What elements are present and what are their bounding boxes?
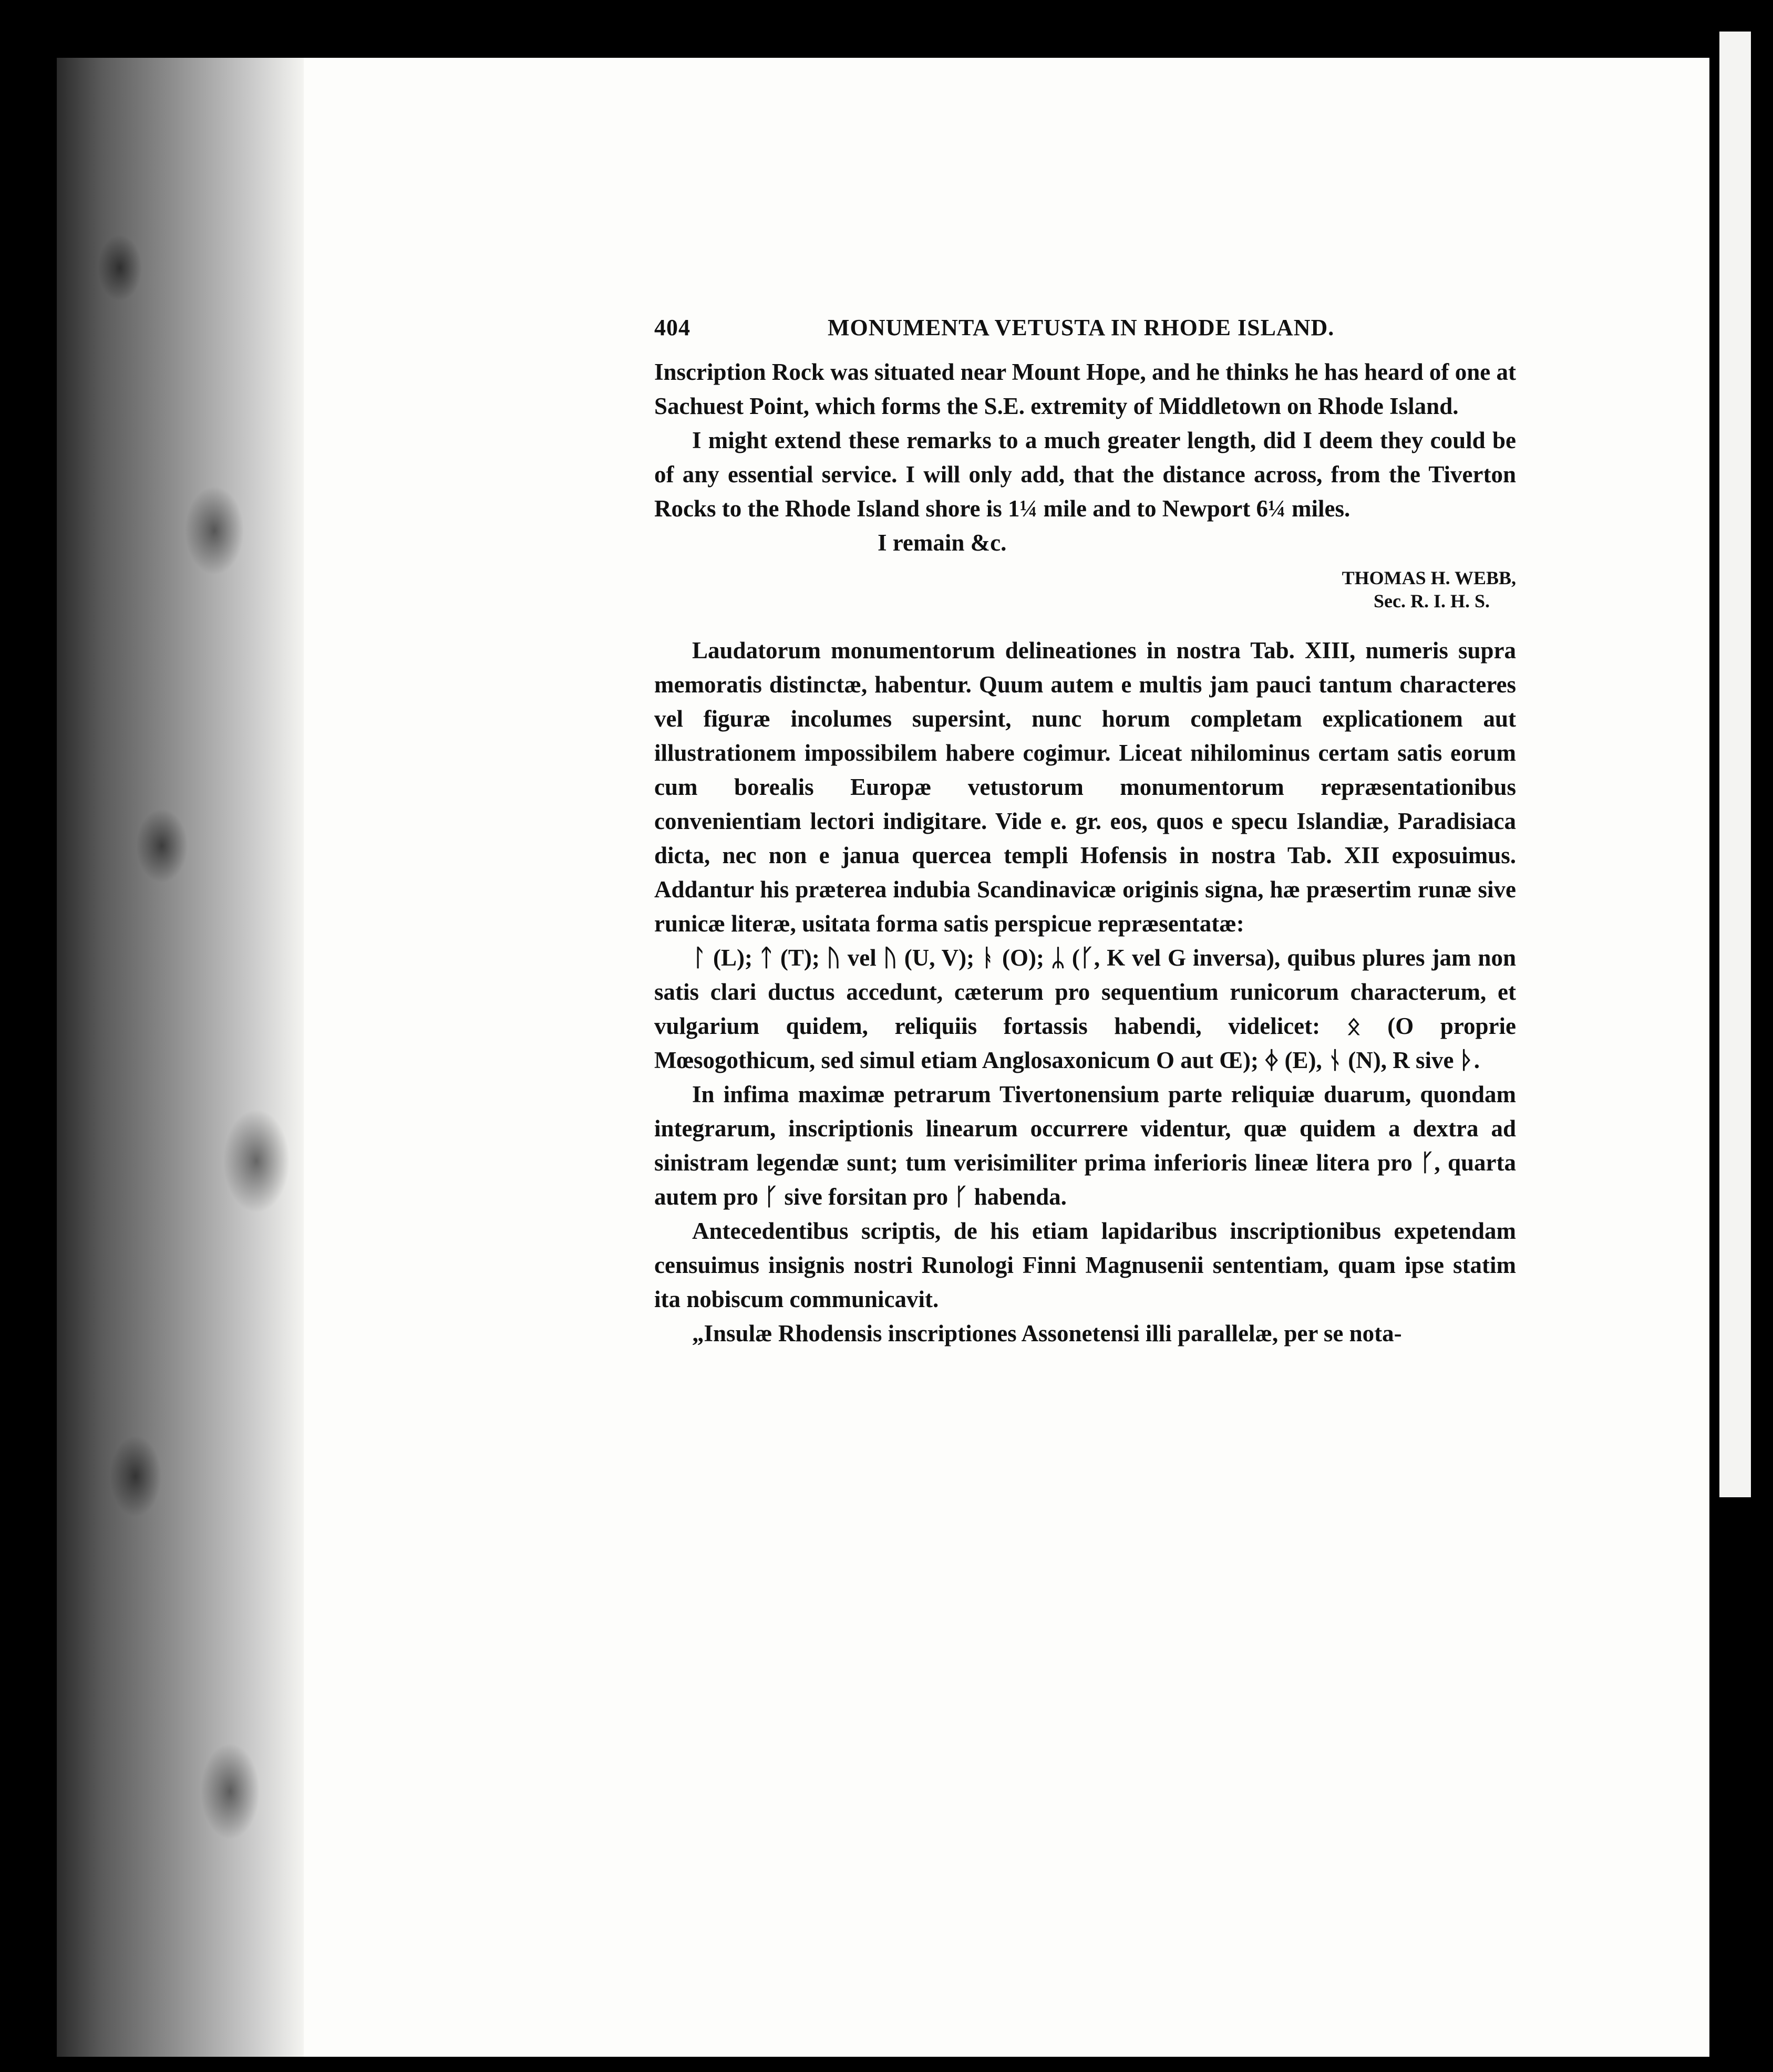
next-page-edge xyxy=(1719,32,1751,1497)
running-title: MONUMENTA VETUSTA IN RHODE ISLAND. xyxy=(828,315,1335,340)
signature-name: THOMAS H. WEBB, xyxy=(1342,567,1516,588)
commentary-paragraph-1: Laudatorum monumentorum delineationes in nostra Tab. XIII, numeris supra memoratis distinctæ, habentur. Quum autem e multis jam pauci tantum characteres vel figuræ incolumes supersint, nunc horum completam explicationem aut illustrationem impossibilem habere cogimur. Liceat nihilominus certam satis eorum cum borealis Europæ vetustorum monumentorum repræsentationibus convenientiam lectori indigitare. Vide e. gr. eos, quos e specu Islandiæ, Paradisiaca dicta, nec non e janua quercea templi Hofensis in nostra Tab. XII exposuimus. Addantur his præterea indubia Scandinavicæ originis signa, hæ præsertim runæ sive runicæ literæ, usitata forma satis perspicue repræsentatæ: xyxy=(654,637,1516,937)
commentary-paragraph-4: „Insulæ Rhodensis inscriptiones Assonetensi illi parallelæ, per se nota- xyxy=(692,1320,1402,1346)
letter-paragraph-2: I might extend these remarks to a much greater length, did I deem they could be of any essential service. I will only add, that the distance across, from the Tiverton Rocks to the Rhode Island shore is 1¼ mile and to Newport 6¼ miles. xyxy=(654,427,1516,522)
commentary-paragraph-2: In infima maximæ petrarum Tivertonensium parte reliquiæ duarum, quondam integrarum, inscriptionis linearum occurrere videntur, quæ quidem a dextra ad sinistram legendæ sunt; tum verisimiliter prima inferioris lineæ litera pro ᚴ, quarta autem pro ᚴ sive forsitan pro ᚴ habenda. xyxy=(654,1081,1516,1210)
letter-closing: I remain &c. xyxy=(878,530,1007,556)
commentary-paragraph-3: Antecedentibus scriptis, de his etiam lapidaribus inscriptionibus expetendam censuimus insignis nostri Runologi Finni Magnusenii sententiam, quam ipse statim ita nobiscum communicavit. xyxy=(654,1218,1516,1312)
section-gap xyxy=(654,613,1516,634)
commentary-runes-line: ᛚ (L); ᛏ (T); ᚢ vel ᚢ (U, V); ᚭ (O); ᛦ (ᚴ, K vel G inversa), quibus plures jam non satis clari ductus accedunt, cæterum pro sequentium runicorum characterum, et vulgarium quidem, reliquiis fortassis habendi, videlicet: ᛟ (O proprie Mœsogothicum, sed simul etiam Anglosaxonicum O aut Œ); ᛄ (E), ᚾ (N), R sive ᚦ. xyxy=(654,945,1516,1073)
signature-title: Sec. R. I. H. S. xyxy=(1373,590,1490,612)
page-gutter-shadow xyxy=(57,58,304,2057)
page-number: 404 xyxy=(654,315,690,340)
page-content xyxy=(654,314,1516,1351)
letter-paragraph-1: Inscription Rock was situated near Mount Hope, and he thinks he has heard of one at Sachuest Point, which forms the S.E. extremity of Middletown on Rhode Island. xyxy=(654,359,1516,419)
running-header xyxy=(654,314,1516,355)
signature-block xyxy=(654,566,1516,613)
